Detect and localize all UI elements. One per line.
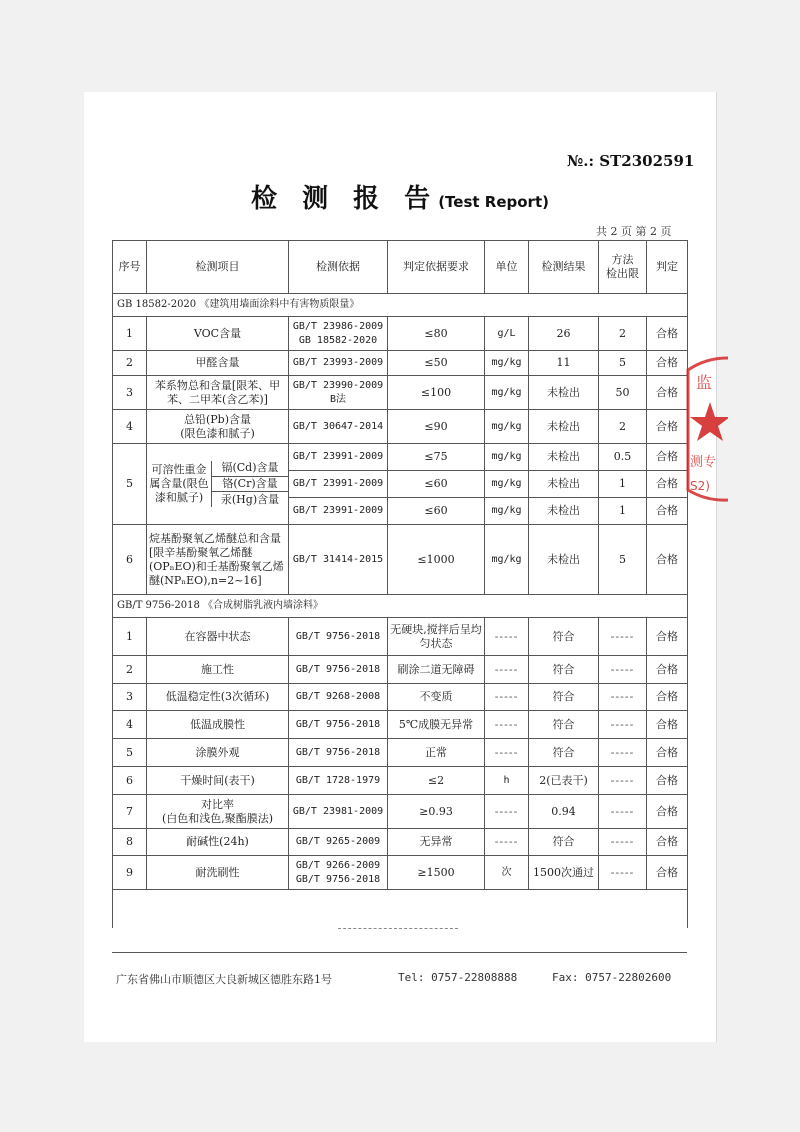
row-unit: -----: [485, 829, 529, 856]
table-row: [113, 795, 688, 829]
row-result: 符合: [529, 618, 599, 656]
footer-tel: Tel: 0757-22808888: [398, 971, 518, 984]
row-unit: mg/kg: [485, 444, 529, 471]
row-seq: 3: [113, 684, 147, 711]
row-unit: mg/kg: [485, 471, 529, 498]
row-requirement: 5℃成膜无异常: [388, 711, 485, 739]
row-requirement: ≤1000: [388, 525, 485, 595]
row-basis: GB/T 23991-2009: [289, 444, 388, 471]
row-requirement: ≤60: [388, 471, 485, 498]
row-result: 2(已表干): [529, 767, 599, 795]
row-item: VOC含量: [147, 317, 289, 351]
row-verdict: 合格: [647, 684, 688, 711]
row-result: 符合: [529, 829, 599, 856]
row-seq: 1: [113, 317, 147, 351]
row-limit: 2: [599, 317, 647, 351]
row-unit: h: [485, 767, 529, 795]
section2-body: [113, 618, 688, 928]
table-row: [113, 739, 688, 767]
row-item: 苯系物总和含量[限苯、甲苯、二甲苯(含乙苯)]: [147, 376, 289, 410]
row-item: 在容器中状态: [147, 618, 289, 656]
row-limit: -----: [599, 829, 647, 856]
row-basis: GB/T 9266-2009 GB/T 9756-2018: [289, 856, 388, 890]
table-header-row: [113, 241, 688, 294]
row-unit: mg/kg: [485, 498, 529, 525]
row-limit: 50: [599, 376, 647, 410]
table-row: [113, 317, 688, 351]
star-icon: [690, 402, 728, 441]
row-seq: 5: [113, 739, 147, 767]
heavy-metal-group-cell: [147, 444, 289, 525]
row-limit: -----: [599, 795, 647, 829]
row-unit: mg/kg: [485, 525, 529, 595]
row-result: 未检出: [529, 410, 599, 444]
row-result: 26: [529, 317, 599, 351]
row-basis: GB/T 9265-2009: [289, 829, 388, 856]
row-requirement: ≥1500: [388, 856, 485, 890]
row-requirement: ≤60: [388, 498, 485, 525]
row-verdict: 合格: [647, 317, 688, 351]
footer-address: 广东省佛山市顺德区大良新城区德胜东路1号: [116, 973, 332, 986]
row-unit: g/L: [485, 317, 529, 351]
row-requirement: ≤2: [388, 767, 485, 795]
row-unit: -----: [485, 711, 529, 739]
footer-fax: Fax: 0757-22802600: [552, 971, 672, 984]
row-verdict: 合格: [647, 739, 688, 767]
row-requirement: ≤90: [388, 410, 485, 444]
row-verdict: 合格: [647, 711, 688, 739]
row-requirement: ≤100: [388, 376, 485, 410]
title-en: (Test Report): [438, 193, 549, 211]
header-verdict: 判定: [647, 241, 688, 294]
row-requirement: ≥0.93: [388, 795, 485, 829]
row-verdict: 合格: [647, 376, 688, 410]
section1-body: [113, 317, 688, 595]
row-basis: GB/T 9756-2018: [289, 739, 388, 767]
row-requirement: 刷涂二道无障碍: [388, 656, 485, 684]
row-item: 涂膜外观: [147, 739, 289, 767]
row-item: 铬(Cr)含量: [212, 477, 288, 493]
row-seq: 2: [113, 351, 147, 376]
row-verdict: 合格: [647, 656, 688, 684]
row-result: 符合: [529, 739, 599, 767]
row-requirement: 正常: [388, 739, 485, 767]
row-unit: -----: [485, 739, 529, 767]
row-result: 1500次通过: [529, 856, 599, 890]
row-unit: mg/kg: [485, 351, 529, 376]
row-unit: -----: [485, 618, 529, 656]
row-item: 汞(Hg)含量: [220, 492, 280, 506]
row-result: 符合: [529, 656, 599, 684]
table-row: [113, 444, 688, 471]
page-footer: [116, 971, 672, 987]
frame-bottom-border: [112, 952, 687, 953]
row-item: 总铅(Pb)含量 (限色漆和腻子): [147, 410, 289, 444]
row-requirement: 无异常: [388, 829, 485, 856]
table-row: [113, 856, 688, 890]
row-result: 未检出: [529, 498, 599, 525]
row-basis: GB/T 23986-2009 GB 18582-2020: [289, 317, 388, 351]
row-basis: GB/T 9268-2008: [289, 684, 388, 711]
row-basis: GB/T 23991-2009: [289, 471, 388, 498]
row-result: 未检出: [529, 376, 599, 410]
row-verdict: 合格: [647, 618, 688, 656]
row-seq: 1: [113, 618, 147, 656]
row-requirement: ≤75: [388, 444, 485, 471]
seal-text-bottom: S2): [690, 479, 710, 493]
title-cn: 检 测 报 告: [251, 184, 439, 214]
row-limit: -----: [599, 618, 647, 656]
row-item: 低温稳定性(3次循环): [147, 684, 289, 711]
table-row: [113, 684, 688, 711]
report-number: №.: ST2302591: [567, 152, 695, 170]
row-requirement: ≤50: [388, 351, 485, 376]
table-row: [113, 376, 688, 410]
row-seq: 4: [113, 711, 147, 739]
row-result: 11: [529, 351, 599, 376]
row-unit: 次: [485, 856, 529, 890]
row-seq: 8: [113, 829, 147, 856]
row-limit: -----: [599, 767, 647, 795]
row-verdict: 合格: [647, 471, 688, 498]
row-item: 耐碱性(24h): [147, 829, 289, 856]
row-limit: 1: [599, 498, 647, 525]
header-unit: 单位: [485, 241, 529, 294]
row-verdict: 合格: [647, 444, 688, 471]
row-limit: 2: [599, 410, 647, 444]
seal-text-mid: 测专: [690, 455, 717, 470]
row-unit: mg/kg: [485, 410, 529, 444]
row-verdict: 合格: [647, 767, 688, 795]
table-blank-row: [113, 890, 688, 928]
row-item: 干燥时间(表干): [147, 767, 289, 795]
table-row: [113, 410, 688, 444]
row-seq: 6: [113, 525, 147, 595]
row-basis: GB/T 9756-2018: [289, 618, 388, 656]
row-requirement: 无硬块,搅拌后呈均匀状态: [388, 618, 485, 656]
section-header-row: [113, 595, 688, 618]
row-result: 0.94: [529, 795, 599, 829]
header-requirement: 判定依据要求: [388, 241, 485, 294]
row-item: 低温成膜性: [147, 711, 289, 739]
row-limit: -----: [599, 656, 647, 684]
row-result: 未检出: [529, 444, 599, 471]
header-result: 检测结果: [529, 241, 599, 294]
row-basis: GB/T 31414-2015: [289, 525, 388, 595]
row-basis: GB/T 1728-1979: [289, 767, 388, 795]
table-row: [113, 829, 688, 856]
header-limit: 方法 检出限: [599, 241, 647, 294]
row-seq: 7: [113, 795, 147, 829]
row-verdict: 合格: [647, 795, 688, 829]
row-result: 符合: [529, 711, 599, 739]
row-item: 对比率 (白色和浅色,聚酯膜法): [147, 795, 289, 829]
table-row: [113, 618, 688, 656]
row-result: 符合: [529, 684, 599, 711]
row-item: 镉(Cd)含量: [212, 461, 288, 477]
row-unit: -----: [485, 795, 529, 829]
report-title: [0, 178, 800, 215]
row-item: 甲醛含量: [147, 351, 289, 376]
table-row: [113, 656, 688, 684]
row-verdict: 合格: [647, 410, 688, 444]
row-item: 耐洗刷性: [147, 856, 289, 890]
table-row: [113, 351, 688, 376]
row-basis: GB/T 23993-2009: [289, 351, 388, 376]
official-seal-stamp: [668, 340, 728, 510]
row-basis: GB/T 9756-2018: [289, 656, 388, 684]
row-requirement: ≤80: [388, 317, 485, 351]
row-verdict: 合格: [647, 351, 688, 376]
row-unit: -----: [485, 656, 529, 684]
row-limit: -----: [599, 684, 647, 711]
row-seq: 6: [113, 767, 147, 795]
row-limit: -----: [599, 856, 647, 890]
heavy-metal-group-label: 可溶性重金属含量(限色漆和腻子): [149, 463, 209, 504]
section1-title: GB 18582-2020 《建筑用墙面涂料中有害物质限量》: [113, 294, 688, 317]
row-result: 未检出: [529, 525, 599, 595]
row-seq: 5: [113, 444, 147, 525]
test-results-table: [112, 240, 688, 928]
row-limit: -----: [599, 739, 647, 767]
row-verdict: 合格: [647, 829, 688, 856]
row-verdict: 合格: [647, 856, 688, 890]
row-seq: 3: [113, 376, 147, 410]
table-row: [113, 525, 688, 595]
table-row: [113, 767, 688, 795]
row-basis: GB/T 23991-2009: [289, 498, 388, 525]
table-row: [113, 711, 688, 739]
row-requirement: 不变质: [388, 684, 485, 711]
header-basis: 检测依据: [289, 241, 388, 294]
row-basis: GB/T 30647-2014: [289, 410, 388, 444]
row-basis: GB/T 23990-2009 B法: [289, 376, 388, 410]
row-limit: 5: [599, 525, 647, 595]
header-item: 检测项目: [147, 241, 289, 294]
row-limit: 5: [599, 351, 647, 376]
row-basis: GB/T 9756-2018: [289, 711, 388, 739]
row-limit: 1: [599, 471, 647, 498]
row-seq: 9: [113, 856, 147, 890]
row-item: 烷基酚聚氧乙烯醚总和含量[限辛基酚聚氧乙烯醚(OPₙEO)和壬基酚聚氧乙烯醚(NPₙEO),n=2~16]: [147, 525, 289, 595]
row-basis: GB/T 23981-2009: [289, 795, 388, 829]
blank-cell: [113, 890, 688, 928]
row-seq: 2: [113, 656, 147, 684]
row-seq: 4: [113, 410, 147, 444]
row-unit: -----: [485, 684, 529, 711]
row-item: 施工性: [147, 656, 289, 684]
row-limit: 0.5: [599, 444, 647, 471]
seal-text-top: 监: [696, 373, 713, 392]
end-of-table-line: [338, 928, 458, 929]
row-result: 未检出: [529, 471, 599, 498]
section-header-row: [113, 294, 688, 317]
section2-title: GB/T 9756-2018 《合成树脂乳液内墙涂料》: [113, 595, 688, 618]
row-verdict: 合格: [647, 498, 688, 525]
header-seq: 序号: [113, 241, 147, 294]
row-verdict: 合格: [647, 525, 688, 595]
page-info: 共 2 页 第 2 页: [596, 225, 672, 238]
row-limit: -----: [599, 711, 647, 739]
row-unit: mg/kg: [485, 376, 529, 410]
